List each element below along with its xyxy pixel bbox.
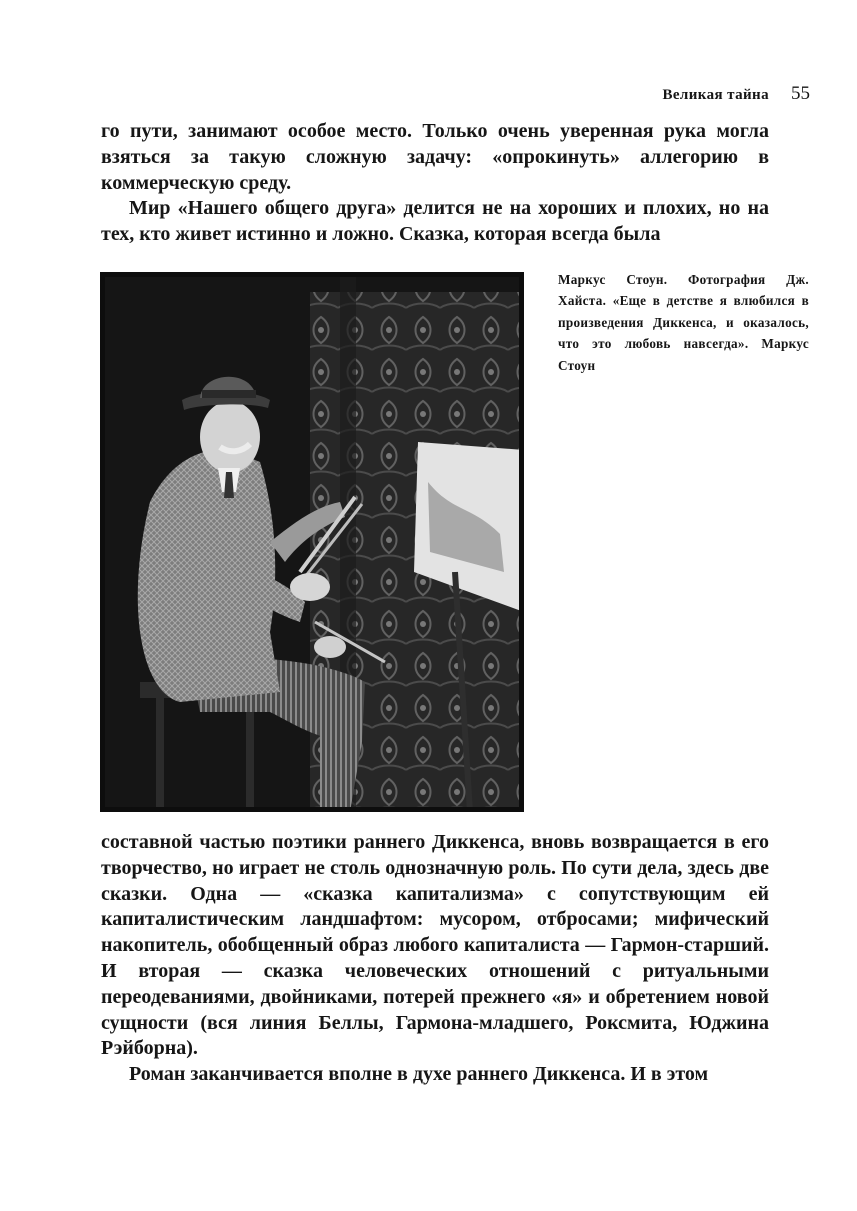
figure-caption: Маркус Стоун. Фотография Дж. Хайста. «Еще в детстве я влюбился в произведения Диккенса, и оказалось, что это любовь навсегда». Маркус Стоун: [558, 272, 809, 373]
body-text-top: [101, 119, 769, 248]
paragraph: Роман заканчивается вполне в духе раннего Диккенса. И в этом: [129, 1063, 709, 1086]
paragraph: го пути, занимают особое место. Только очень уверенная рука могла взяться за такую сложную задачу: «опрокинуть» аллегорию в коммерческую среду.: [101, 120, 769, 194]
running-title: Великая тайна: [662, 87, 769, 103]
photo-figure: [100, 272, 524, 812]
paragraph: составной частью поэтики раннего Диккенса, вновь возвращается в его творчество, но играет не столь однозначную роль. По сути дела, здесь две сказки. Одна — «сказка капитализма» с сопутствующим ей капиталистическим ландшафтом: мусором, отбросами; мифический накопитель, обобщенный образ любого капиталиста — Гармон-старший. И вторая — сказка человеческих отношений с ритуальными переодеваниями, двойниками, потерей прежнего «я» и обретением новой сущности (вся линия Беллы, Гармона-младшего, Роксмита, Юджина Рэйборна).: [101, 831, 769, 1060]
body-text-bottom: [101, 830, 769, 1088]
running-head: [662, 83, 810, 105]
page-number: 55: [791, 83, 810, 104]
photo-marcus-stone: [100, 272, 524, 812]
paragraph: Мир «Нашего общего друга» делится не на хороших и плохих, но на тех, кто живет истинно и ложно. Сказка, которая всегда была: [101, 197, 769, 246]
